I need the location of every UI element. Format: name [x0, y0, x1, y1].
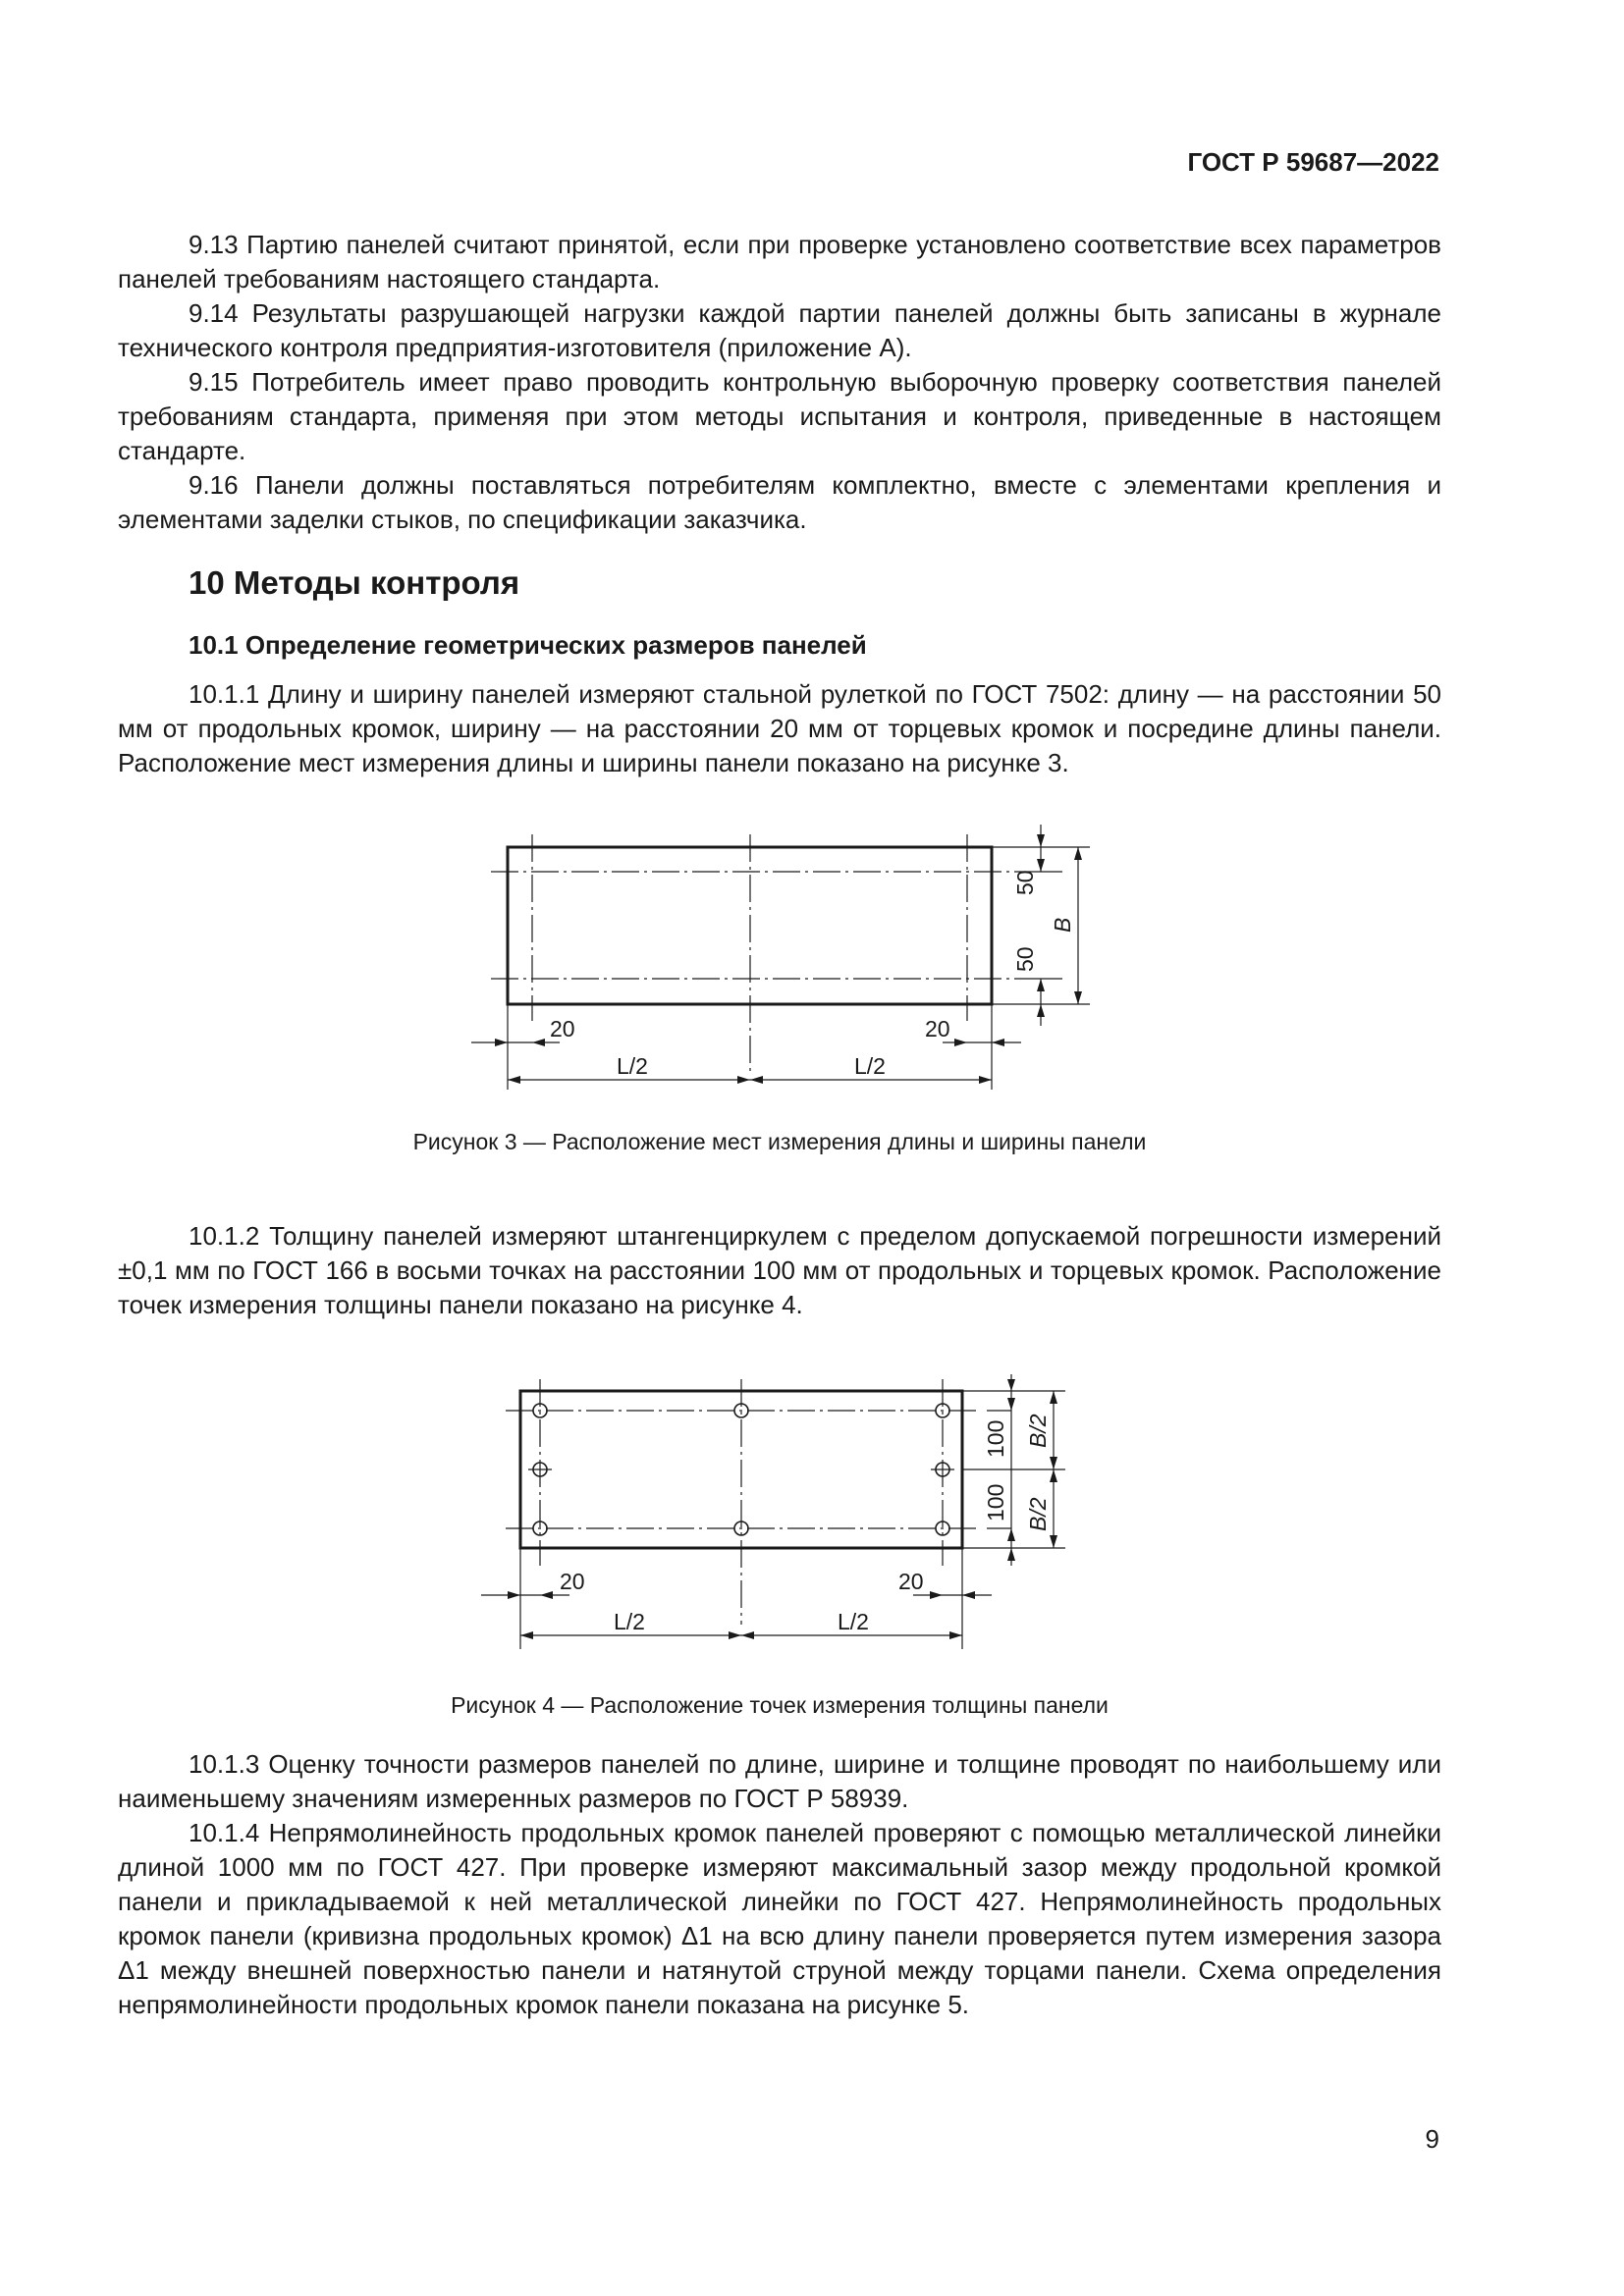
dim-L-half-right: L/2	[838, 1609, 869, 1634]
document-header: ГОСТ Р 59687—2022	[1187, 147, 1439, 177]
dim-B: B	[1050, 917, 1075, 933]
dim-B-half-bottom: B/2	[1025, 1497, 1051, 1531]
figure-3	[461, 815, 1110, 1104]
subsection-title: 10.1 Определение геометрических размеров панелей	[189, 630, 867, 660]
dim-100-top: 100	[983, 1419, 1008, 1458]
figure-4-drawing	[476, 1374, 1085, 1659]
figure-4-caption: Рисунок 4 — Расположение точек измерения толщины панели	[451, 1692, 1109, 1718]
dim-B-half-top: B/2	[1025, 1414, 1051, 1448]
dim-L-half-right: L/2	[854, 1053, 886, 1079]
dim-50-bottom: 50	[1012, 946, 1038, 972]
clause-10-1-3: 10.1.3 Оценку точности размеров панелей по длине, ширине и толщине проводят по наибольшему или наименьшему значениям измеренных размеров по ГОСТ Р 58939.	[118, 1749, 1441, 1813]
page-number: 9	[1425, 2124, 1439, 2154]
section-title: 10 Методы контроля	[189, 564, 520, 601]
figure-3-caption: Рисунок 3 — Расположение мест измерения длины и ширины панели	[412, 1129, 1147, 1154]
section-10-1	[118, 628, 1441, 663]
dim-20-right: 20	[925, 1016, 950, 1041]
clause-9-13: 9.13 Партию панелей считают принятой, если при проверке установлено соответствие всех параметров панелей требованиям настоящего стандарта.	[118, 230, 1441, 294]
dim-50-top: 50	[1012, 870, 1038, 895]
dim-20-right: 20	[898, 1569, 924, 1594]
clause-10-1-2: 10.1.2 Толщину панелей измеряют штангенциркулем с пределом допускаемой погрешности измерений ±0,1 мм по ГОСТ 166 в восьми точках на расстоянии 100 мм от продольных и торцевых кромок. Расположение точек измерения толщины панели показано на рисунке 4.	[118, 1221, 1441, 1319]
clause-10-1-1-block	[118, 677, 1441, 780]
clause-9-14: 9.14 Результаты разрушающей нагрузки каждой партии панелей должны быть записаны в журнале технического контроля предприятия-изготовителя (приложение А).	[118, 298, 1441, 362]
figure-3-drawing	[461, 815, 1110, 1099]
figure-4	[476, 1374, 1085, 1664]
clauses-9	[118, 228, 1441, 537]
clause-9-15: 9.15 Потребитель имеет право проводить контрольную выборочную проверку соответствия панелей требованиям стандарта, применяя при этом методы испытания и контроля, приведенные в настоящем стандарте.	[118, 367, 1441, 465]
dim-20-left: 20	[560, 1569, 585, 1594]
dim-L-half-left: L/2	[614, 1609, 645, 1634]
clause-10-1-1: 10.1.1 Длину и ширину панелей измеряют стальной рулеткой по ГОСТ 7502: длину — на расстоянии 50 мм от продольных кромок, ширину — на расстоянии 20 мм от торцевых кромок и посредине длины панели. Расположение мест измерения длины и ширины панели показано на рисунке 3.	[118, 679, 1441, 777]
dim-L-half-left: L/2	[617, 1053, 648, 1079]
clause-9-16: 9.16 Панели должны поставляться потребителям комплектно, вместе с элементами крепления и элементами заделки стыков, по спецификации заказчика.	[118, 470, 1441, 534]
clause-10-1-4: 10.1.4 Непрямолинейность продольных кромок панелей проверяют с помощью металлической линейки длиной 1000 мм по ГОСТ 427. При проверке измеряют максимальный зазор между продольной кромкой панели и прикладываемой к ней металлической линейки по ГОСТ 427. Непрямолинейность продольных кромок панели (кривизна продольных кромок) Δ1 на всю длину панели проверяется путем измерения зазора Δ1 между внешней поверхностью панели и натянутой струной между торцами панели. Схема определения непрямолинейности продольных кромок панели показана на рисунке 5.	[118, 1818, 1441, 2019]
section-10	[118, 565, 1441, 600]
clause-10-1-2-block	[118, 1219, 1441, 1322]
dim-100-bottom: 100	[983, 1483, 1008, 1522]
clauses-10-1-3-4	[118, 1747, 1441, 2022]
dim-20-left: 20	[550, 1016, 575, 1041]
